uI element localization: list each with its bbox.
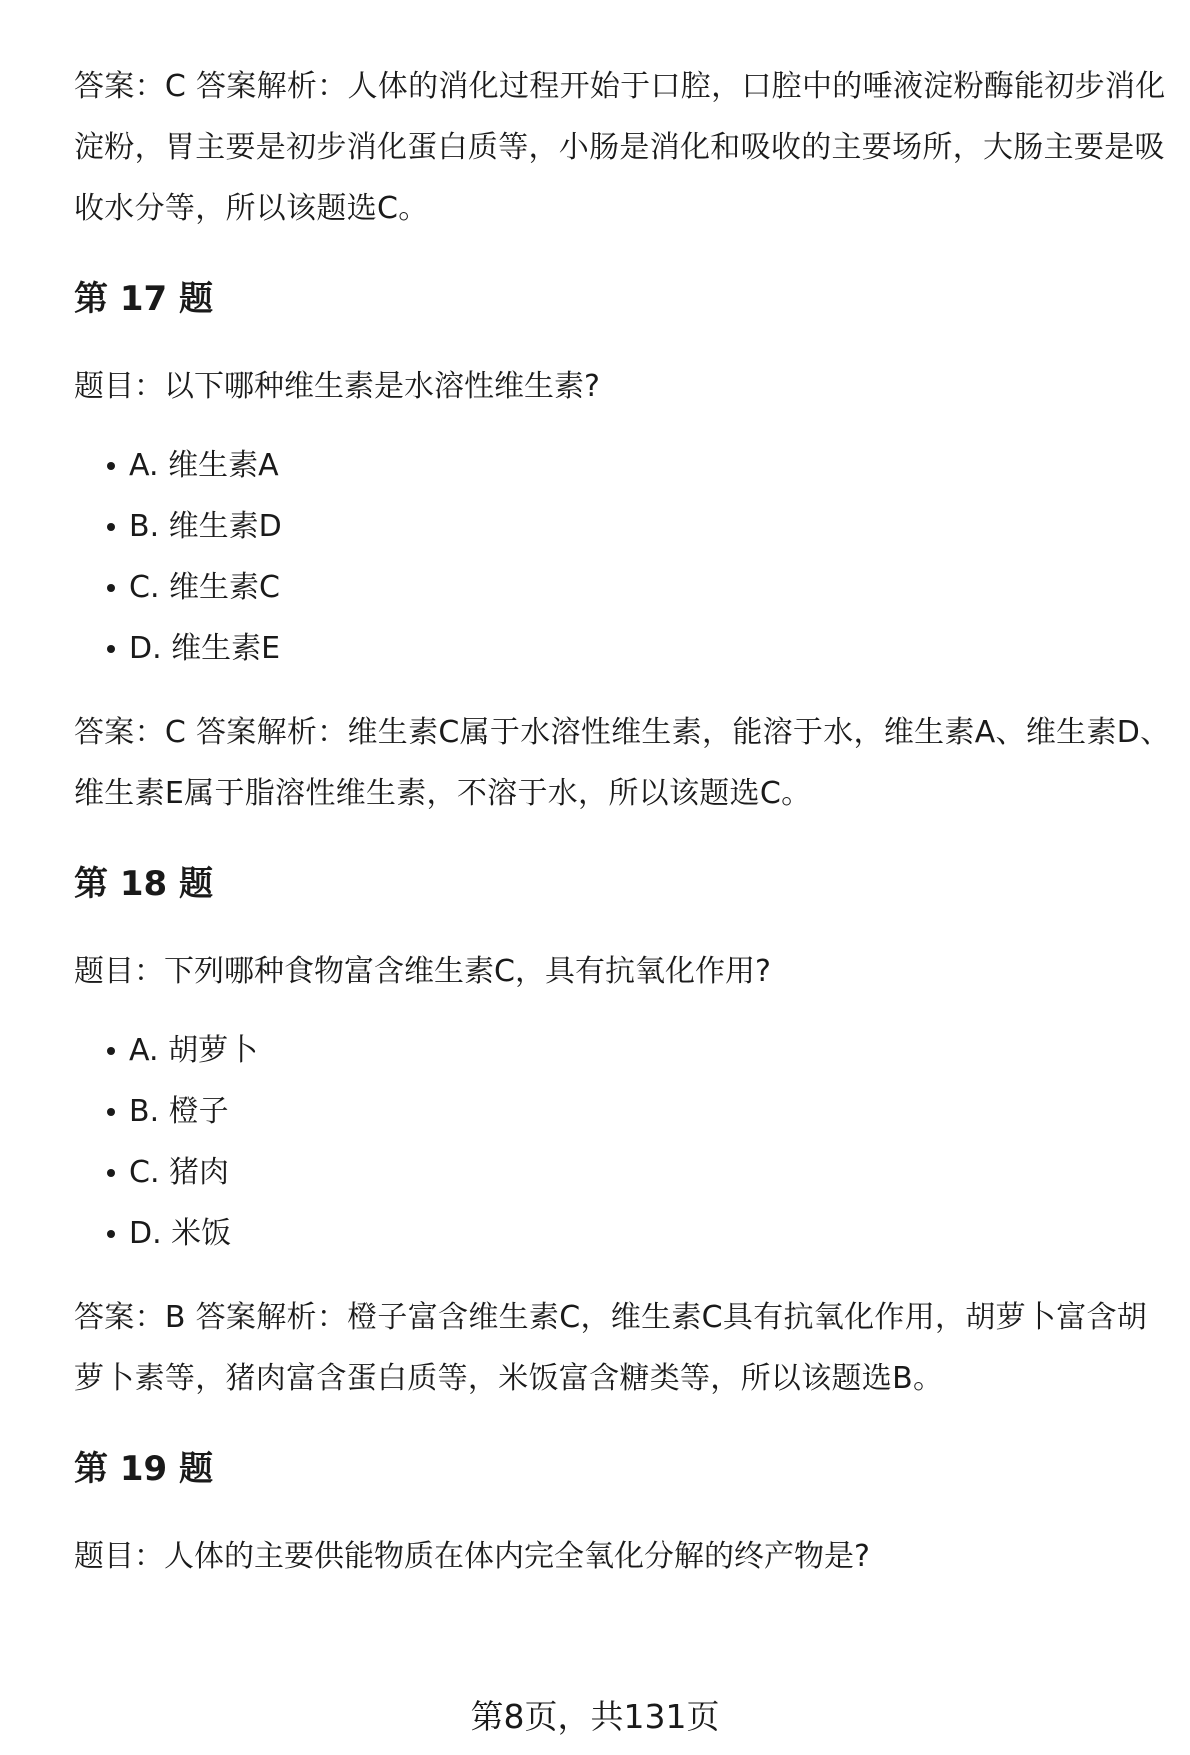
- answer-17: 答案：C 答案解析：维生素C属于水溶性维生素，能溶于水，维生素A、维生素D、维生素E属于脂溶性维生素，不溶于水，所以该题选C。: [74, 715, 1171, 811]
- question-18-options: [74, 1020, 1174, 1264]
- question-18-text: 题目：下列哪种食物富含维生素C，具有抗氧化作用?: [74, 954, 771, 989]
- question-17-text: 题目：以下哪种维生素是水溶性维生素?: [74, 369, 600, 404]
- page-indicator: 第8页，共131页: [470, 1697, 720, 1736]
- question-17-heading: 第 17 题: [74, 279, 213, 319]
- question-18-heading: 第 18 题: [74, 864, 213, 904]
- page-content: [74, 56, 1174, 1579]
- answer-18: 答案：B 答案解析：橙子富含维生素C，维生素C具有抗氧化作用，胡萝卜富含胡萝卜素等，猪肉富含蛋白质等，米饭富含糖类等，所以该题选B。: [74, 1300, 1148, 1396]
- question-19-text: 题目：人体的主要供能物质在体内完全氧化分解的终产物是?: [74, 1539, 870, 1574]
- question-19-heading: 第 19 题: [74, 1449, 213, 1489]
- option-c: C. 猪肉: [129, 1142, 1174, 1203]
- option-b: B. 维生素D: [129, 496, 1174, 557]
- answer-16: 答案：C 答案解析：人体的消化过程开始于口腔，口腔中的唾液淀粉酶能初步消化淀粉，胃主要是初步消化蛋白质等，小肠是消化和吸收的主要场所，大肠主要是吸收水分等，所以该题选C。: [74, 69, 1166, 226]
- option-d: D. 维生素E: [129, 618, 1174, 679]
- question-17-options: [74, 435, 1174, 679]
- option-c: C. 维生素C: [129, 557, 1174, 618]
- option-b: B. 橙子: [129, 1081, 1174, 1142]
- option-d: D. 米饭: [129, 1203, 1174, 1264]
- option-a: A. 胡萝卜: [129, 1020, 1174, 1081]
- option-a: A. 维生素A: [129, 435, 1174, 496]
